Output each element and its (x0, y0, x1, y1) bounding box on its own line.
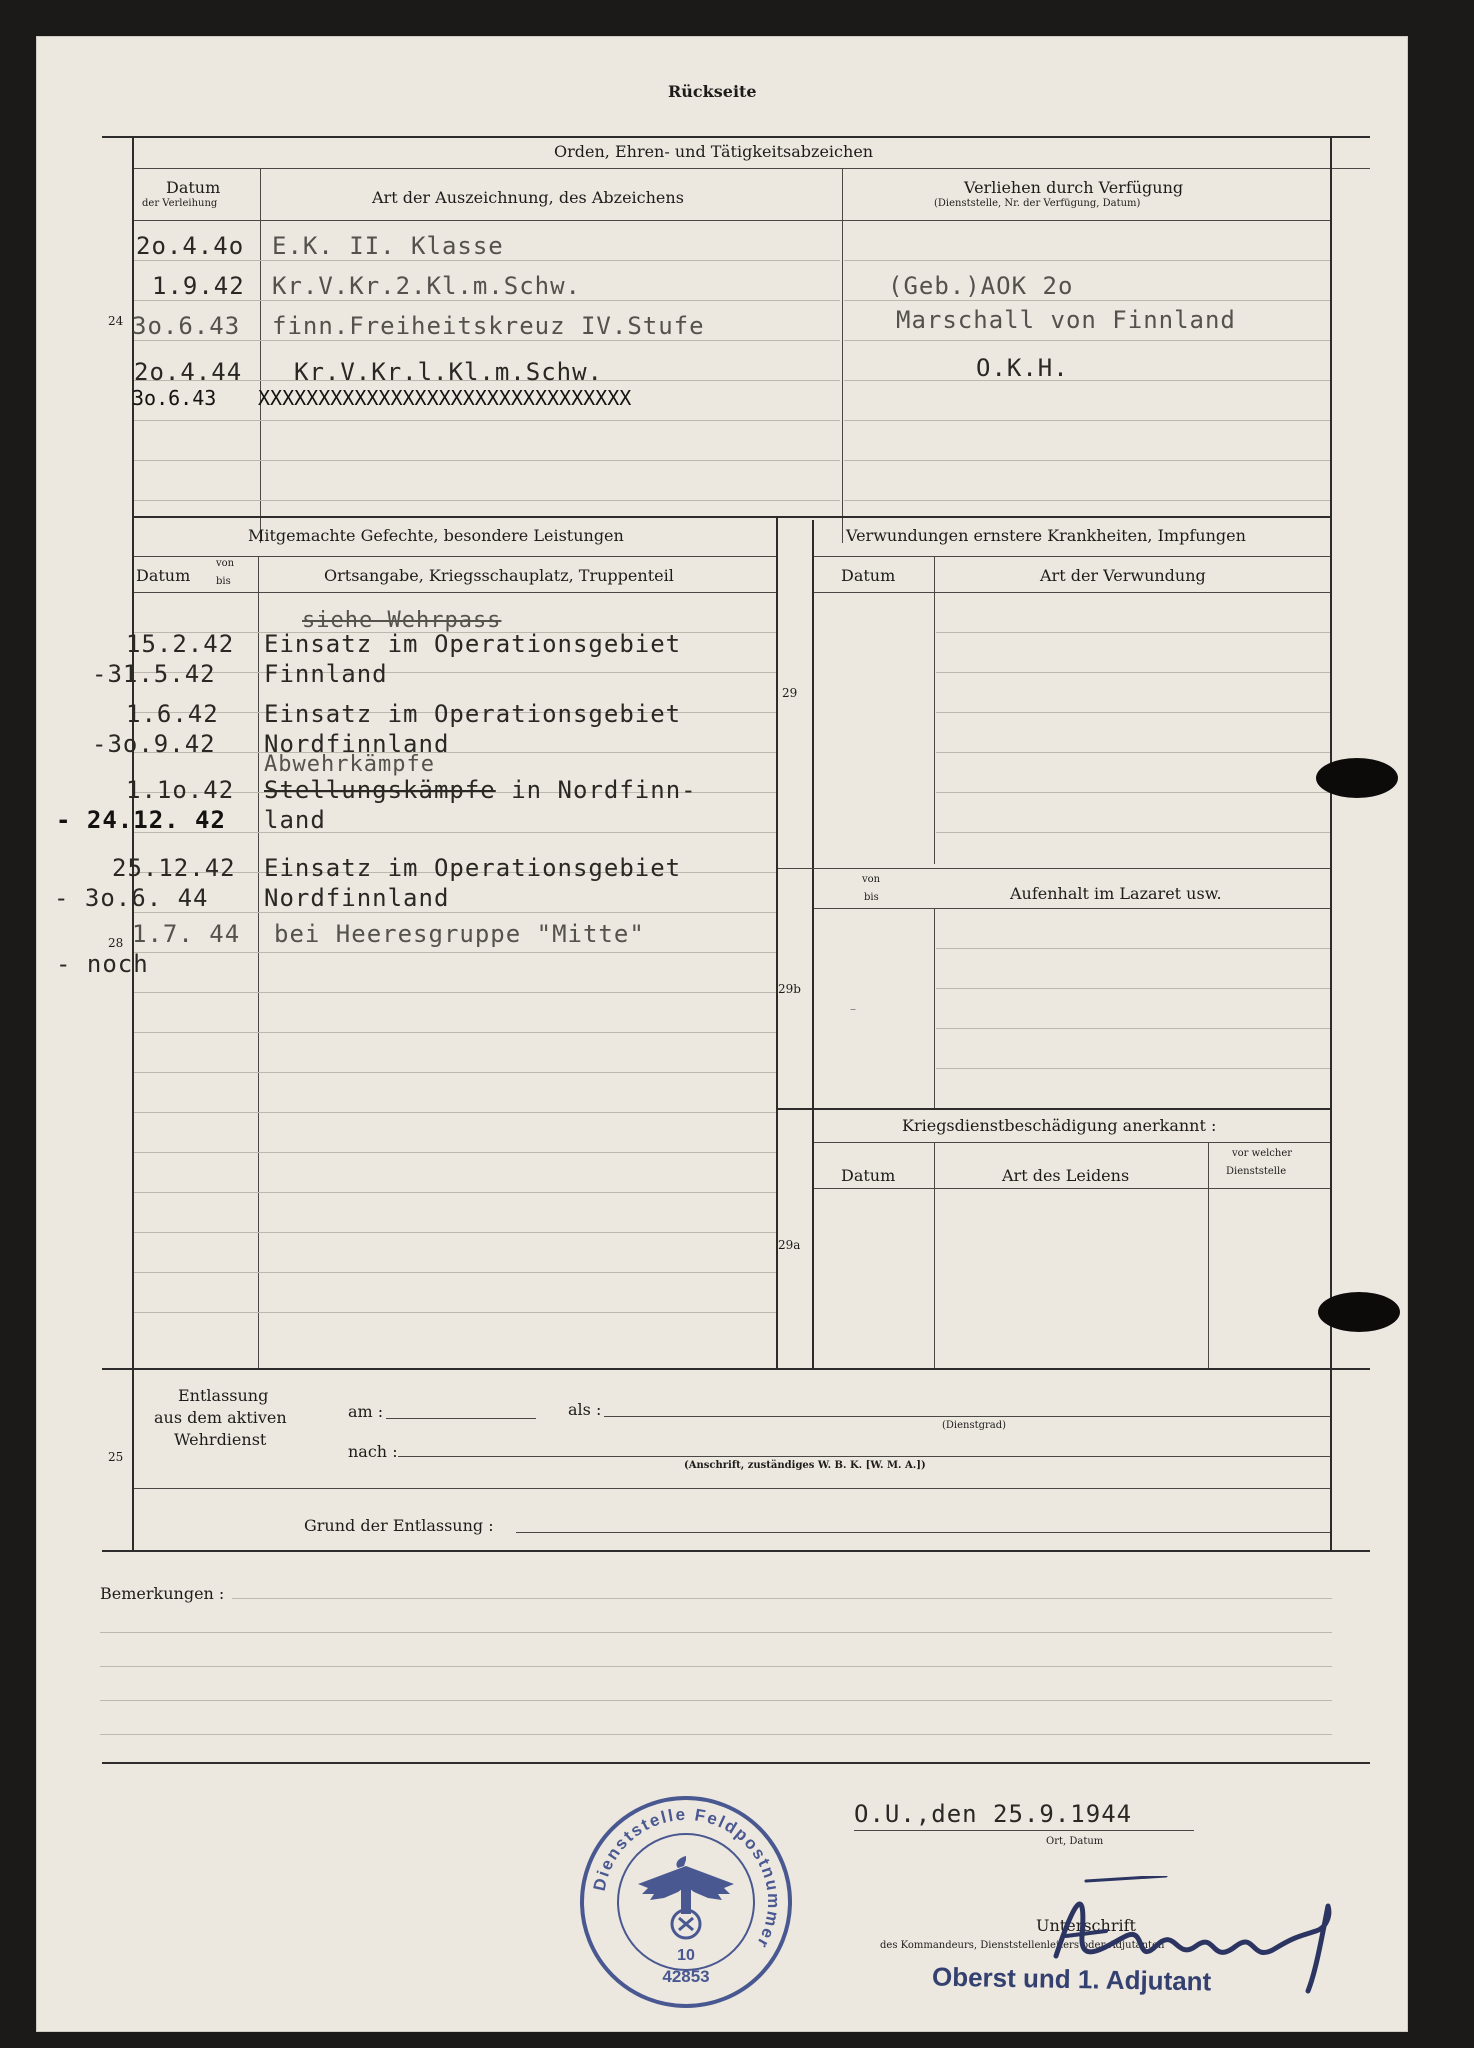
orden-title: Orden, Ehren- und Tätigkeitsabzeichen (554, 142, 874, 161)
bemerkungen-label: Bemerkungen : (100, 1584, 225, 1603)
verwundungen-title: Verwundungen ernstere Krankheiten, Impfungen (846, 526, 1246, 545)
gefechte-row-rule (134, 912, 776, 913)
gefechte-col-divider (258, 556, 259, 1368)
gefechte-struck-word: Stellungskämpfe (264, 776, 496, 804)
gefechte-to: -3o.9.42 (92, 730, 216, 758)
entlassung-label-1: Entlassung (178, 1386, 269, 1405)
orden-award: finn.Freiheitskreuz IV.Stufe (272, 312, 705, 340)
gefechte-row-number: 28 (108, 936, 124, 950)
bemerkungen-bottom-border (102, 1762, 1370, 1764)
kriegsdienst-row-number: 29a (778, 1238, 801, 1252)
orden-header-rule (134, 220, 1330, 221)
gefechte-row-rule (134, 1312, 776, 1313)
gefechte-row-rule (134, 752, 776, 753)
verwundungen-col-divider (934, 556, 935, 864)
kriegsdienst-col-stelle-2: Dienststelle (1226, 1166, 1287, 1177)
gefechte-header-rule (134, 592, 776, 593)
kriegsdienst-title-rule (814, 1142, 1330, 1143)
entlassung-anschrift: (Anschrift, zuständiges W. B. K. [W. M. A.]) (684, 1460, 926, 1471)
lazarett-col-divider (934, 908, 935, 1108)
gefechte-row-rule (134, 1072, 776, 1073)
gefechte-from: 25.12.42 (112, 854, 236, 882)
kriegsdienst-col-stelle-1: vor welcher (1232, 1148, 1293, 1159)
orden-row-rule (844, 300, 1330, 301)
gefechte-row-rule (134, 672, 776, 673)
punch-hole (1318, 1292, 1400, 1332)
orden-struck-date: 3o.6.43 (132, 386, 217, 410)
orden-col-verliehen: Verliehen durch Verfügung (964, 178, 1184, 197)
orden-row-rule (134, 420, 840, 421)
verwundungen-right-border (1330, 520, 1332, 1368)
verwundungen-row-rule (936, 712, 1330, 713)
gefechte-col-von: von (216, 558, 235, 569)
gefechte-col-datum: Datum (136, 566, 191, 585)
handwritten-signature (1046, 1876, 1356, 1996)
entlassung-top-border (102, 1368, 1370, 1370)
orden-right-border (1330, 136, 1332, 544)
orden-top-border (102, 136, 1370, 138)
orden-date: 2o.4.44 (134, 358, 243, 386)
gefechte-above: Abwehrkämpfe (264, 752, 435, 777)
gefechte-row-rule (134, 1032, 776, 1033)
entlassung-nach: nach : (348, 1442, 398, 1461)
gefechte-line2: Nordfinnland (264, 884, 450, 912)
gefechte-row-rule (134, 832, 776, 833)
orden-row-rule (134, 300, 840, 301)
entlassung-bottom-border (102, 1550, 1370, 1552)
page-title: Rückseite (668, 82, 757, 101)
bemerkungen-line (100, 1632, 1332, 1633)
verwundungen-row-rule (936, 792, 1330, 793)
verwundungen-row-rule (936, 752, 1330, 753)
gefechte-line1: in Nordfinn- (495, 776, 697, 804)
gefechte-col-bis: bis (216, 576, 231, 587)
lazarett-col-bis: bis (864, 892, 879, 903)
kriegsdienst-col-divider-1 (934, 1142, 935, 1368)
lazarett-row-number: 29b (778, 982, 801, 996)
punch-hole (1316, 758, 1398, 798)
entlassung-am-line (386, 1418, 536, 1419)
orden-row-rule (844, 500, 1330, 501)
bemerkungen-line (232, 1598, 1332, 1599)
gefechte-to: - 3o.6. 44 (54, 884, 209, 912)
orden-row-rule (134, 340, 840, 341)
entlassung-left-border (132, 1368, 134, 1550)
gefechte-line1: bei Heeresgruppe "Mitte" (274, 920, 645, 948)
orden-col-divider-1 (260, 169, 261, 543)
lazarett-top-rule (778, 868, 1330, 869)
orden-verliehen: Marschall von Finnland (896, 306, 1236, 334)
gefechte-col-ort: Ortsangabe, Kriegsschauplatz, Truppenteil (324, 566, 674, 585)
lazarett-dash: – (850, 1002, 856, 1016)
gefechte-title: Mitgemachte Gefechte, besondere Leistungen (248, 526, 624, 545)
orden-award: E.K. II. Klasse (272, 232, 504, 260)
kriegsdienst-header-rule (814, 1188, 1330, 1189)
gefechte-line2: land (264, 806, 326, 834)
gefechte-line2: Nordfinnland (264, 730, 450, 758)
verwundungen-row-rule (936, 632, 1330, 633)
bemerkungen-line (100, 1734, 1332, 1735)
stamp-bottom-number: 42853 (662, 1967, 710, 1986)
orden-row-rule (844, 340, 1330, 341)
orden-title-rule (134, 168, 1370, 169)
orden-row-rule (844, 460, 1330, 461)
entlassung-als: als : (568, 1400, 602, 1419)
orden-col-datum: Datum (166, 178, 221, 197)
verwundungen-col-art: Art der Verwundung (1040, 566, 1206, 585)
gefechte-row-rule (134, 1272, 776, 1273)
unterschrift-label: Unterschrift (1036, 1916, 1136, 1935)
round-stamp (578, 1794, 794, 2010)
orden-col-divider-2 (842, 169, 843, 543)
gefechte-to: - 24.12. 42 (56, 806, 226, 834)
gefechte-line1-group (264, 776, 697, 804)
entlassung-row-number: 25 (108, 1450, 124, 1464)
entlassung-label-2: aus dem aktiven (154, 1408, 287, 1427)
lazarett-row-rule (936, 948, 1330, 949)
verwundungen-row-number: 29 (782, 686, 798, 700)
entlassung-grund-line (516, 1532, 1330, 1533)
lazarett-row-rule (936, 1068, 1330, 1069)
entlassung-right-border (1330, 1368, 1332, 1550)
gefechte-from: 15.2.42 (126, 630, 235, 658)
verwundungen-left-border (812, 520, 814, 1368)
lazarett-row-rule (936, 988, 1330, 989)
orden-date: 1.9.42 (152, 272, 245, 300)
lazarett-col-aufenthalt: Aufenhalt im Lazaret usw. (1010, 884, 1222, 903)
place-date-line (854, 1830, 1194, 1831)
verwundungen-top-border (778, 516, 1332, 518)
gefechte-from: 1.6.42 (126, 700, 219, 728)
ort-datum-label: Ort, Datum (1046, 1836, 1104, 1847)
gefechte-line1: Einsatz im Operationsgebiet (264, 854, 682, 882)
lazarett-col-von: von (862, 874, 881, 885)
gefechte-line1: Einsatz im Operationsgebiet (264, 700, 682, 728)
orden-row-rule (844, 260, 1330, 261)
entlassung-nach-line (398, 1456, 1330, 1457)
entlassung-dienstgrad: (Dienstgrad) (942, 1420, 1007, 1431)
kriegsdienst-top-rule (778, 1108, 1332, 1110)
orden-date: 2o.4.4o (136, 232, 245, 260)
gefechte-title-rule (134, 556, 776, 557)
gefechte-row-rule (134, 1192, 776, 1193)
gefechte-row-rule (134, 1112, 776, 1113)
gefechte-row-rule (134, 1232, 776, 1233)
verwundungen-row-rule (936, 672, 1330, 673)
lazarett-row-rule (936, 1028, 1330, 1029)
verwundungen-col-datum: Datum (841, 566, 896, 585)
gefechte-line1: Einsatz im Operationsgebiet (264, 630, 682, 658)
orden-verliehen: (Geb.)AOK 2o (888, 272, 1074, 300)
gefechte-row-rule (134, 992, 776, 993)
eagle-emblem-icon (638, 1856, 734, 1938)
rank-stamp: Oberst und 1. Adjutant (931, 1961, 1212, 1997)
entlassung-label-3: Wehrdienst (174, 1430, 267, 1449)
gefechte-line2: Finnland (264, 660, 388, 688)
orden-row-number: 24 (108, 314, 124, 328)
gefechte-row-rule (134, 1152, 776, 1153)
entlassung-mid-rule (134, 1488, 1330, 1489)
kriegsdienst-col-divider-2 (1208, 1142, 1209, 1368)
orden-verliehen: O.K.H. (976, 354, 1069, 382)
lazarett-header-rule (814, 908, 1330, 909)
gefechte-row-rule (134, 952, 776, 953)
des-label: des Kommandeurs, Dienststellenleiters oder Adjutanten (880, 1940, 1165, 1951)
verwundungen-header-rule (814, 592, 1330, 593)
bemerkungen-line (100, 1666, 1332, 1667)
orden-col-datum-sub: der Verleihung (142, 198, 218, 209)
kriegsdienst-title: Kriegsdienstbeschädigung anerkannt : (902, 1116, 1217, 1135)
verwundungen-title-rule (814, 556, 1330, 557)
orden-struck-award: XXXXXXXXXXXXXXXXXXXXXXXXXXXXXXX (258, 386, 632, 410)
orden-col-art: Art der Auszeichnung, des Abzeichens (372, 188, 684, 207)
entlassung-grund: Grund der Entlassung : (304, 1516, 494, 1535)
gefechte-top-border (134, 516, 792, 518)
kriegsdienst-col-art: Art des Leidens (1002, 1166, 1130, 1185)
gefechte-to: - noch (56, 950, 149, 978)
stamp-center-number: 10 (677, 1947, 695, 1964)
orden-date: 3o.6.43 (132, 312, 241, 340)
stamp-ring-textpath: Dienststelle Feldpostnummer (589, 1804, 784, 1953)
orden-row-rule (134, 260, 840, 261)
gefechte-from: 1.1o.42 (126, 776, 235, 804)
verwundungen-row-rule (936, 832, 1330, 833)
gefechte-from: 1.7. 44 (132, 920, 241, 948)
entlassung-am: am : (348, 1402, 384, 1421)
orden-row-rule (844, 380, 1330, 381)
orden-award: Kr.V.Kr.2.Kl.m.Schw. (272, 272, 581, 300)
gefechte-to: -31.5.42 (92, 660, 216, 688)
orden-row-rule (844, 420, 1330, 421)
place-date: O.U.,den 25.9.1944 (854, 1800, 1133, 1828)
gefechte-struck-note: siehe Wehrpass (302, 608, 502, 633)
entlassung-als-line (604, 1416, 1330, 1417)
orden-row-rule (134, 500, 840, 501)
orden-award: Kr.V.Kr.l.Kl.m.Schw. (294, 358, 603, 386)
document-page (36, 36, 1408, 2032)
orden-row-rule (134, 460, 840, 461)
orden-col-verliehen-sub: (Dienststelle, Nr. der Verfügung, Datum) (934, 198, 1141, 209)
kriegsdienst-col-datum: Datum (841, 1166, 896, 1185)
bemerkungen-line (100, 1700, 1332, 1701)
